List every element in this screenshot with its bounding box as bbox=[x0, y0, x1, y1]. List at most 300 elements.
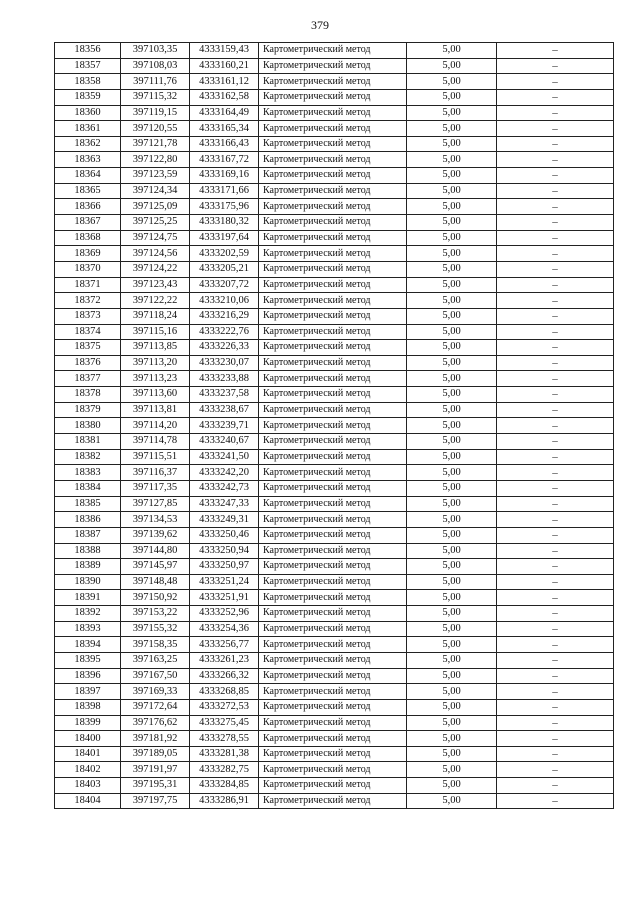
dash-cell: – bbox=[497, 168, 614, 184]
y-coordinate-cell: 4333216,29 bbox=[190, 308, 259, 324]
x-coordinate-cell: 397124,22 bbox=[121, 261, 190, 277]
dash-cell: – bbox=[497, 699, 614, 715]
method-cell: Картометрический метод bbox=[259, 371, 407, 387]
point-number-cell: 18401 bbox=[55, 746, 121, 762]
method-cell: Картометрический метод bbox=[259, 230, 407, 246]
x-coordinate-cell: 397145,97 bbox=[121, 559, 190, 575]
table-row bbox=[55, 637, 614, 653]
error-cell: 5,00 bbox=[407, 496, 497, 512]
y-coordinate-cell: 4333261,23 bbox=[190, 652, 259, 668]
dash-cell: – bbox=[497, 261, 614, 277]
method-cell: Картометрический метод bbox=[259, 637, 407, 653]
point-number-cell: 18364 bbox=[55, 168, 121, 184]
x-coordinate-cell: 397148,48 bbox=[121, 574, 190, 590]
y-coordinate-cell: 4333222,76 bbox=[190, 324, 259, 340]
point-number-cell: 18398 bbox=[55, 699, 121, 715]
method-cell: Картометрический метод bbox=[259, 574, 407, 590]
point-number-cell: 18383 bbox=[55, 465, 121, 481]
dash-cell: – bbox=[497, 746, 614, 762]
y-coordinate-cell: 4333254,36 bbox=[190, 621, 259, 637]
dash-cell: – bbox=[497, 606, 614, 622]
x-coordinate-cell: 397103,35 bbox=[121, 43, 190, 59]
point-number-cell: 18402 bbox=[55, 762, 121, 778]
y-coordinate-cell: 4333161,12 bbox=[190, 74, 259, 90]
method-cell: Картометрический метод bbox=[259, 43, 407, 59]
table-row bbox=[55, 89, 614, 105]
method-cell: Картометрический метод bbox=[259, 480, 407, 496]
table-row bbox=[55, 168, 614, 184]
method-cell: Картометрический метод bbox=[259, 512, 407, 528]
error-cell: 5,00 bbox=[407, 621, 497, 637]
x-coordinate-cell: 397117,35 bbox=[121, 480, 190, 496]
method-cell: Картометрический метод bbox=[259, 543, 407, 559]
method-cell: Картометрический метод bbox=[259, 324, 407, 340]
point-number-cell: 18379 bbox=[55, 402, 121, 418]
method-cell: Картометрический метод bbox=[259, 652, 407, 668]
coordinates-table bbox=[54, 42, 614, 809]
table-row bbox=[55, 762, 614, 778]
y-coordinate-cell: 4333242,20 bbox=[190, 465, 259, 481]
x-coordinate-cell: 397114,78 bbox=[121, 434, 190, 450]
x-coordinate-cell: 397125,25 bbox=[121, 215, 190, 231]
x-coordinate-cell: 397123,43 bbox=[121, 277, 190, 293]
dash-cell: – bbox=[497, 246, 614, 262]
dash-cell: – bbox=[497, 74, 614, 90]
table-row bbox=[55, 230, 614, 246]
dash-cell: – bbox=[497, 512, 614, 528]
y-coordinate-cell: 4333250,46 bbox=[190, 527, 259, 543]
point-number-cell: 18386 bbox=[55, 512, 121, 528]
error-cell: 5,00 bbox=[407, 308, 497, 324]
dash-cell: – bbox=[497, 402, 614, 418]
error-cell: 5,00 bbox=[407, 574, 497, 590]
y-coordinate-cell: 4333197,64 bbox=[190, 230, 259, 246]
table-row bbox=[55, 699, 614, 715]
error-cell: 5,00 bbox=[407, 527, 497, 543]
point-number-cell: 18384 bbox=[55, 480, 121, 496]
y-coordinate-cell: 4333169,16 bbox=[190, 168, 259, 184]
method-cell: Картометрический метод bbox=[259, 668, 407, 684]
point-number-cell: 18377 bbox=[55, 371, 121, 387]
error-cell: 5,00 bbox=[407, 121, 497, 137]
point-number-cell: 18380 bbox=[55, 418, 121, 434]
dash-cell: – bbox=[497, 778, 614, 794]
y-coordinate-cell: 4333284,85 bbox=[190, 778, 259, 794]
method-cell: Картометрический метод bbox=[259, 121, 407, 137]
error-cell: 5,00 bbox=[407, 762, 497, 778]
dash-cell: – bbox=[497, 418, 614, 434]
x-coordinate-cell: 397125,09 bbox=[121, 199, 190, 215]
error-cell: 5,00 bbox=[407, 324, 497, 340]
table-row bbox=[55, 74, 614, 90]
table-row bbox=[55, 58, 614, 74]
dash-cell: – bbox=[497, 574, 614, 590]
method-cell: Картометрический метод bbox=[259, 246, 407, 262]
x-coordinate-cell: 397139,62 bbox=[121, 527, 190, 543]
y-coordinate-cell: 4333237,58 bbox=[190, 387, 259, 403]
point-number-cell: 18372 bbox=[55, 293, 121, 309]
dash-cell: – bbox=[497, 590, 614, 606]
method-cell: Картометрический метод bbox=[259, 105, 407, 121]
table-row bbox=[55, 590, 614, 606]
method-cell: Картометрический метод bbox=[259, 731, 407, 747]
error-cell: 5,00 bbox=[407, 371, 497, 387]
x-coordinate-cell: 397150,92 bbox=[121, 590, 190, 606]
error-cell: 5,00 bbox=[407, 261, 497, 277]
error-cell: 5,00 bbox=[407, 543, 497, 559]
point-number-cell: 18390 bbox=[55, 574, 121, 590]
error-cell: 5,00 bbox=[407, 215, 497, 231]
point-number-cell: 18363 bbox=[55, 152, 121, 168]
dash-cell: – bbox=[497, 136, 614, 152]
y-coordinate-cell: 4333160,21 bbox=[190, 58, 259, 74]
error-cell: 5,00 bbox=[407, 465, 497, 481]
table-row bbox=[55, 465, 614, 481]
error-cell: 5,00 bbox=[407, 731, 497, 747]
method-cell: Картометрический метод bbox=[259, 434, 407, 450]
table-row bbox=[55, 152, 614, 168]
table-row bbox=[55, 731, 614, 747]
y-coordinate-cell: 4333242,73 bbox=[190, 480, 259, 496]
table-row bbox=[55, 684, 614, 700]
method-cell: Картометрический метод bbox=[259, 527, 407, 543]
error-cell: 5,00 bbox=[407, 434, 497, 450]
point-number-cell: 18367 bbox=[55, 215, 121, 231]
error-cell: 5,00 bbox=[407, 340, 497, 356]
method-cell: Картометрический метод bbox=[259, 293, 407, 309]
x-coordinate-cell: 397195,31 bbox=[121, 778, 190, 794]
x-coordinate-cell: 397113,81 bbox=[121, 402, 190, 418]
point-number-cell: 18395 bbox=[55, 652, 121, 668]
y-coordinate-cell: 4333268,85 bbox=[190, 684, 259, 700]
table-row bbox=[55, 183, 614, 199]
method-cell: Картометрический метод bbox=[259, 261, 407, 277]
error-cell: 5,00 bbox=[407, 74, 497, 90]
method-cell: Картометрический метод bbox=[259, 606, 407, 622]
y-coordinate-cell: 4333281,38 bbox=[190, 746, 259, 762]
method-cell: Картометрический метод bbox=[259, 746, 407, 762]
dash-cell: – bbox=[497, 559, 614, 575]
table-row bbox=[55, 293, 614, 309]
method-cell: Картометрический метод bbox=[259, 136, 407, 152]
table-row bbox=[55, 121, 614, 137]
error-cell: 5,00 bbox=[407, 637, 497, 653]
table-row bbox=[55, 621, 614, 637]
x-coordinate-cell: 397118,24 bbox=[121, 308, 190, 324]
method-cell: Картометрический метод bbox=[259, 58, 407, 74]
x-coordinate-cell: 397123,59 bbox=[121, 168, 190, 184]
error-cell: 5,00 bbox=[407, 793, 497, 809]
point-number-cell: 18357 bbox=[55, 58, 121, 74]
method-cell: Картометрический метод bbox=[259, 465, 407, 481]
table-row bbox=[55, 355, 614, 371]
point-number-cell: 18356 bbox=[55, 43, 121, 59]
y-coordinate-cell: 4333230,07 bbox=[190, 355, 259, 371]
point-number-cell: 18375 bbox=[55, 340, 121, 356]
x-coordinate-cell: 397108,03 bbox=[121, 58, 190, 74]
dash-cell: – bbox=[497, 449, 614, 465]
point-number-cell: 18381 bbox=[55, 434, 121, 450]
table-row bbox=[55, 340, 614, 356]
x-coordinate-cell: 397167,50 bbox=[121, 668, 190, 684]
point-number-cell: 18403 bbox=[55, 778, 121, 794]
error-cell: 5,00 bbox=[407, 652, 497, 668]
dash-cell: – bbox=[497, 387, 614, 403]
dash-cell: – bbox=[497, 668, 614, 684]
x-coordinate-cell: 397172,64 bbox=[121, 699, 190, 715]
table-row bbox=[55, 496, 614, 512]
dash-cell: – bbox=[497, 621, 614, 637]
x-coordinate-cell: 397144,80 bbox=[121, 543, 190, 559]
table-row bbox=[55, 371, 614, 387]
x-coordinate-cell: 397124,56 bbox=[121, 246, 190, 262]
x-coordinate-cell: 397113,23 bbox=[121, 371, 190, 387]
point-number-cell: 18362 bbox=[55, 136, 121, 152]
y-coordinate-cell: 4333226,33 bbox=[190, 340, 259, 356]
error-cell: 5,00 bbox=[407, 668, 497, 684]
error-cell: 5,00 bbox=[407, 89, 497, 105]
point-number-cell: 18399 bbox=[55, 715, 121, 731]
method-cell: Картометрический метод bbox=[259, 74, 407, 90]
dash-cell: – bbox=[497, 105, 614, 121]
y-coordinate-cell: 4333256,77 bbox=[190, 637, 259, 653]
y-coordinate-cell: 4333240,67 bbox=[190, 434, 259, 450]
table-row bbox=[55, 261, 614, 277]
dash-cell: – bbox=[497, 121, 614, 137]
error-cell: 5,00 bbox=[407, 136, 497, 152]
point-number-cell: 18392 bbox=[55, 606, 121, 622]
method-cell: Картометрический метод bbox=[259, 793, 407, 809]
dash-cell: – bbox=[497, 652, 614, 668]
table-row bbox=[55, 793, 614, 809]
point-number-cell: 18358 bbox=[55, 74, 121, 90]
x-coordinate-cell: 397122,22 bbox=[121, 293, 190, 309]
x-coordinate-cell: 397176,62 bbox=[121, 715, 190, 731]
dash-cell: – bbox=[497, 355, 614, 371]
dash-cell: – bbox=[497, 480, 614, 496]
y-coordinate-cell: 4333165,34 bbox=[190, 121, 259, 137]
table-row bbox=[55, 308, 614, 324]
dash-cell: – bbox=[497, 293, 614, 309]
x-coordinate-cell: 397114,20 bbox=[121, 418, 190, 434]
y-coordinate-cell: 4333239,71 bbox=[190, 418, 259, 434]
table-row bbox=[55, 43, 614, 59]
error-cell: 5,00 bbox=[407, 778, 497, 794]
method-cell: Картометрический метод bbox=[259, 355, 407, 371]
x-coordinate-cell: 397113,85 bbox=[121, 340, 190, 356]
error-cell: 5,00 bbox=[407, 246, 497, 262]
x-coordinate-cell: 397121,78 bbox=[121, 136, 190, 152]
error-cell: 5,00 bbox=[407, 684, 497, 700]
dash-cell: – bbox=[497, 199, 614, 215]
y-coordinate-cell: 4333275,45 bbox=[190, 715, 259, 731]
error-cell: 5,00 bbox=[407, 387, 497, 403]
point-number-cell: 18382 bbox=[55, 449, 121, 465]
dash-cell: – bbox=[497, 496, 614, 512]
point-number-cell: 18385 bbox=[55, 496, 121, 512]
dash-cell: – bbox=[497, 465, 614, 481]
dash-cell: – bbox=[497, 793, 614, 809]
error-cell: 5,00 bbox=[407, 168, 497, 184]
table-row bbox=[55, 387, 614, 403]
error-cell: 5,00 bbox=[407, 746, 497, 762]
y-coordinate-cell: 4333159,43 bbox=[190, 43, 259, 59]
table-row bbox=[55, 512, 614, 528]
x-coordinate-cell: 397153,22 bbox=[121, 606, 190, 622]
error-cell: 5,00 bbox=[407, 480, 497, 496]
dash-cell: – bbox=[497, 434, 614, 450]
dash-cell: – bbox=[497, 543, 614, 559]
table-row bbox=[55, 449, 614, 465]
error-cell: 5,00 bbox=[407, 355, 497, 371]
dash-cell: – bbox=[497, 152, 614, 168]
error-cell: 5,00 bbox=[407, 199, 497, 215]
error-cell: 5,00 bbox=[407, 559, 497, 575]
y-coordinate-cell: 4333205,21 bbox=[190, 261, 259, 277]
point-number-cell: 18374 bbox=[55, 324, 121, 340]
point-number-cell: 18393 bbox=[55, 621, 121, 637]
method-cell: Картометрический метод bbox=[259, 715, 407, 731]
y-coordinate-cell: 4333286,91 bbox=[190, 793, 259, 809]
method-cell: Картометрический метод bbox=[259, 621, 407, 637]
point-number-cell: 18361 bbox=[55, 121, 121, 137]
error-cell: 5,00 bbox=[407, 402, 497, 418]
y-coordinate-cell: 4333171,66 bbox=[190, 183, 259, 199]
error-cell: 5,00 bbox=[407, 606, 497, 622]
y-coordinate-cell: 4333180,32 bbox=[190, 215, 259, 231]
table-row bbox=[55, 418, 614, 434]
x-coordinate-cell: 397120,55 bbox=[121, 121, 190, 137]
table-row bbox=[55, 324, 614, 340]
point-number-cell: 18391 bbox=[55, 590, 121, 606]
dash-cell: – bbox=[497, 527, 614, 543]
dash-cell: – bbox=[497, 731, 614, 747]
page-number: 379 bbox=[311, 18, 329, 32]
x-coordinate-cell: 397169,33 bbox=[121, 684, 190, 700]
point-number-cell: 18404 bbox=[55, 793, 121, 809]
table-row bbox=[55, 434, 614, 450]
x-coordinate-cell: 397155,32 bbox=[121, 621, 190, 637]
coordinates-table-body bbox=[55, 43, 614, 809]
table-row bbox=[55, 402, 614, 418]
y-coordinate-cell: 4333207,72 bbox=[190, 277, 259, 293]
table-row bbox=[55, 543, 614, 559]
table-row bbox=[55, 778, 614, 794]
y-coordinate-cell: 4333250,97 bbox=[190, 559, 259, 575]
point-number-cell: 18373 bbox=[55, 308, 121, 324]
error-cell: 5,00 bbox=[407, 230, 497, 246]
point-number-cell: 18397 bbox=[55, 684, 121, 700]
method-cell: Картометрический метод bbox=[259, 559, 407, 575]
point-number-cell: 18387 bbox=[55, 527, 121, 543]
x-coordinate-cell: 397158,35 bbox=[121, 637, 190, 653]
error-cell: 5,00 bbox=[407, 699, 497, 715]
method-cell: Картометрический метод bbox=[259, 699, 407, 715]
method-cell: Картометрический метод bbox=[259, 778, 407, 794]
x-coordinate-cell: 397115,16 bbox=[121, 324, 190, 340]
point-number-cell: 18396 bbox=[55, 668, 121, 684]
x-coordinate-cell: 397124,34 bbox=[121, 183, 190, 199]
y-coordinate-cell: 4333164,49 bbox=[190, 105, 259, 121]
table-row bbox=[55, 480, 614, 496]
x-coordinate-cell: 397191,97 bbox=[121, 762, 190, 778]
method-cell: Картометрический метод bbox=[259, 402, 407, 418]
point-number-cell: 18370 bbox=[55, 261, 121, 277]
x-coordinate-cell: 397189,05 bbox=[121, 746, 190, 762]
point-number-cell: 18360 bbox=[55, 105, 121, 121]
x-coordinate-cell: 397163,25 bbox=[121, 652, 190, 668]
method-cell: Картометрический метод bbox=[259, 183, 407, 199]
method-cell: Картометрический метод bbox=[259, 215, 407, 231]
table-row bbox=[55, 527, 614, 543]
y-coordinate-cell: 4333233,88 bbox=[190, 371, 259, 387]
dash-cell: – bbox=[497, 637, 614, 653]
y-coordinate-cell: 4333249,31 bbox=[190, 512, 259, 528]
method-cell: Картометрический метод bbox=[259, 168, 407, 184]
method-cell: Картометрический метод bbox=[259, 152, 407, 168]
x-coordinate-cell: 397119,15 bbox=[121, 105, 190, 121]
error-cell: 5,00 bbox=[407, 43, 497, 59]
point-number-cell: 18366 bbox=[55, 199, 121, 215]
y-coordinate-cell: 4333210,06 bbox=[190, 293, 259, 309]
table-row bbox=[55, 606, 614, 622]
y-coordinate-cell: 4333251,24 bbox=[190, 574, 259, 590]
y-coordinate-cell: 4333238,67 bbox=[190, 402, 259, 418]
x-coordinate-cell: 397197,75 bbox=[121, 793, 190, 809]
x-coordinate-cell: 397122,80 bbox=[121, 152, 190, 168]
error-cell: 5,00 bbox=[407, 58, 497, 74]
point-number-cell: 18389 bbox=[55, 559, 121, 575]
dash-cell: – bbox=[497, 183, 614, 199]
y-coordinate-cell: 4333241,50 bbox=[190, 449, 259, 465]
dash-cell: – bbox=[497, 308, 614, 324]
dash-cell: – bbox=[497, 340, 614, 356]
x-coordinate-cell: 397181,92 bbox=[121, 731, 190, 747]
y-coordinate-cell: 4333252,96 bbox=[190, 606, 259, 622]
point-number-cell: 18369 bbox=[55, 246, 121, 262]
error-cell: 5,00 bbox=[407, 183, 497, 199]
table-row bbox=[55, 746, 614, 762]
y-coordinate-cell: 4333167,72 bbox=[190, 152, 259, 168]
table-row bbox=[55, 246, 614, 262]
x-coordinate-cell: 397115,32 bbox=[121, 89, 190, 105]
y-coordinate-cell: 4333202,59 bbox=[190, 246, 259, 262]
table-row bbox=[55, 574, 614, 590]
error-cell: 5,00 bbox=[407, 277, 497, 293]
method-cell: Картометрический метод bbox=[259, 590, 407, 606]
point-number-cell: 18371 bbox=[55, 277, 121, 293]
table-row bbox=[55, 652, 614, 668]
y-coordinate-cell: 4333278,55 bbox=[190, 731, 259, 747]
method-cell: Картометрический метод bbox=[259, 418, 407, 434]
dash-cell: – bbox=[497, 371, 614, 387]
dash-cell: – bbox=[497, 715, 614, 731]
y-coordinate-cell: 4333266,32 bbox=[190, 668, 259, 684]
y-coordinate-cell: 4333175,96 bbox=[190, 199, 259, 215]
method-cell: Картометрический метод bbox=[259, 340, 407, 356]
dash-cell: – bbox=[497, 43, 614, 59]
dash-cell: – bbox=[497, 324, 614, 340]
method-cell: Картометрический метод bbox=[259, 762, 407, 778]
dash-cell: – bbox=[497, 762, 614, 778]
table-row bbox=[55, 668, 614, 684]
table-row bbox=[55, 559, 614, 575]
dash-cell: – bbox=[497, 684, 614, 700]
point-number-cell: 18368 bbox=[55, 230, 121, 246]
error-cell: 5,00 bbox=[407, 590, 497, 606]
table-row bbox=[55, 715, 614, 731]
y-coordinate-cell: 4333282,75 bbox=[190, 762, 259, 778]
